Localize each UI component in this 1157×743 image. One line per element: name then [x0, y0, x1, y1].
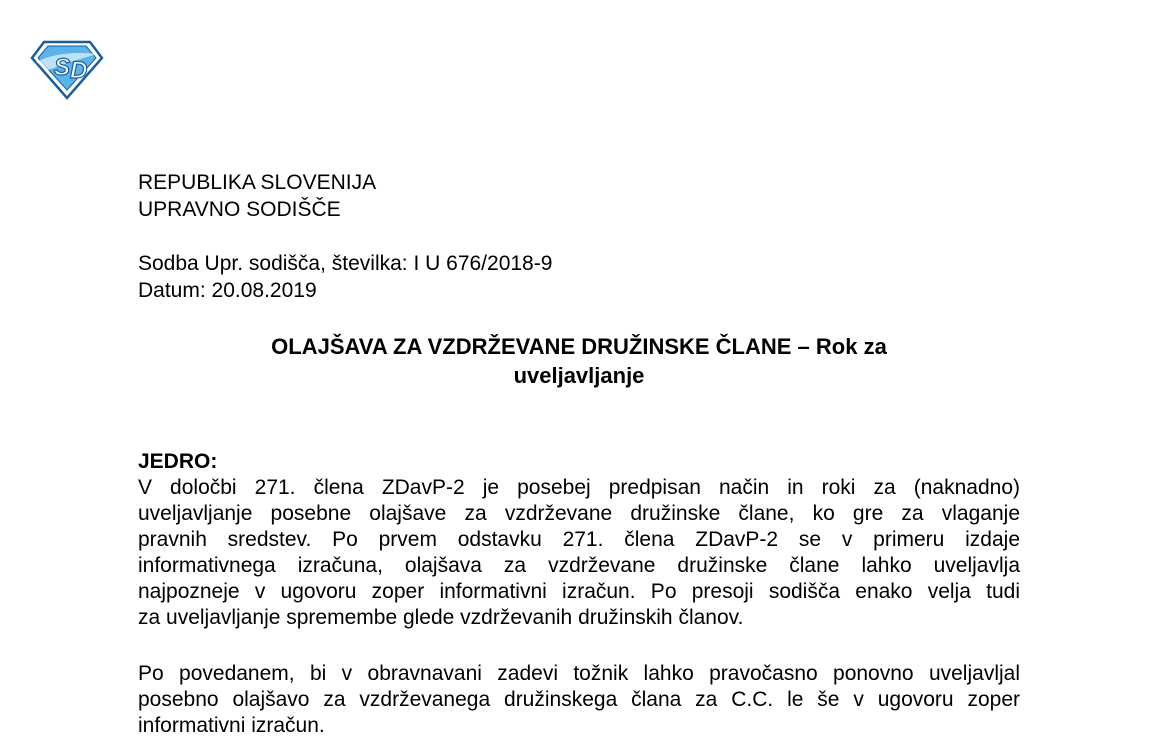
country-name: REPUBLIKA SLOVENIJA — [138, 171, 377, 194]
paragraph-line: informativnega izračuna, olajšava za vzdrževane družinske člane lahko uveljavlja — [138, 554, 1020, 577]
case-number: Sodba Upr. sodišča, številka: I U 676/2018-9 — [138, 252, 553, 275]
title-line-1: OLAJŠAVA ZA VZDRŽEVANE DRUŽINSKE ČLANE – Rok za — [271, 334, 887, 359]
institution-header — [138, 169, 376, 223]
case-reference — [138, 250, 552, 304]
paragraph-line: pravnih sredstev. Po prvem odstavku 271. člena ZDavP-2 se v primeru izdaje — [138, 528, 1020, 551]
svg-text:D: D — [70, 57, 88, 84]
section-heading: JEDRO: — [138, 450, 218, 473]
paragraph-line: uveljavljanje posebne olajšave za vzdrževane družinske člane, ko gre za vlaganje — [138, 502, 1020, 525]
paragraph-line: V določbi 271. člena ZDavP-2 je posebej predpisan način in roki za (naknadno) — [138, 476, 1020, 499]
court-name: UPRAVNO SODIŠČE — [138, 198, 341, 221]
title-line-2: uveljavljanje — [513, 363, 645, 388]
summary-paragraph-1 — [138, 475, 1020, 631]
document-title — [138, 332, 1020, 390]
paragraph-line: posebno olajšavo za vzdrževanega družinskega člana za C.C. le še v ugovoru zoper — [138, 688, 1020, 711]
paragraph-line: najpozneje v ugovoru zoper informativni izračun. Po presoji sodišča enako velja tudi — [138, 580, 1020, 603]
paragraph-line: Po povedanem, bi v obravnavani zadevi tožnik lahko pravočasno ponovno uveljavljal — [138, 662, 1020, 685]
svg-text:S: S — [54, 54, 71, 81]
court-emblem-icon — [30, 40, 104, 100]
summary-paragraph-2 — [138, 661, 1020, 739]
case-date: Datum: 20.08.2019 — [138, 279, 317, 302]
paragraph-line: za uveljavljanje spremembe glede vzdrževanih družinskih članov. — [138, 606, 744, 629]
paragraph-line: informativni izračun. — [138, 714, 325, 737]
